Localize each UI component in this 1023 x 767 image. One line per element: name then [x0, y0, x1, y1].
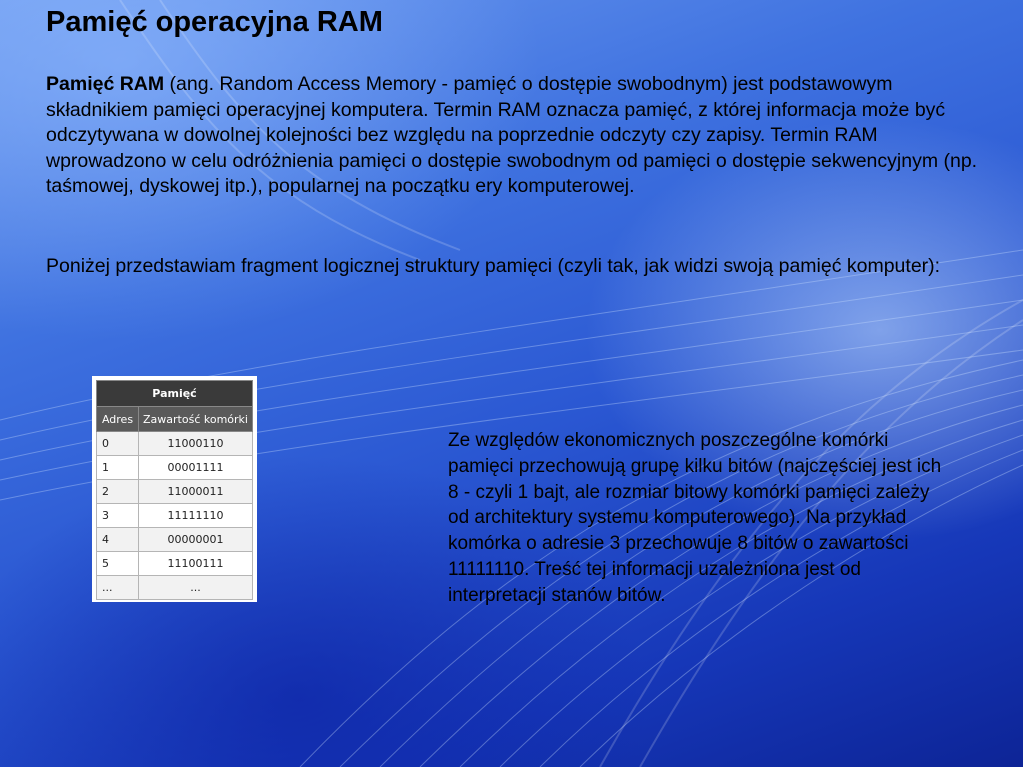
memory-table-caption: Pamięć	[97, 381, 253, 407]
address-cell: 0	[97, 432, 139, 456]
column-header-address: Adres	[97, 407, 139, 432]
slide-title: Pamięć operacyjna RAM	[46, 6, 383, 38]
table-row	[97, 552, 253, 576]
address-cell: ...	[97, 576, 139, 600]
intro-paragraph	[46, 72, 986, 200]
table-row	[97, 528, 253, 552]
content-cell: 00001111	[139, 456, 253, 480]
intro-text: (ang. Random Access Memory - pamięć o dostępie swobodnym) jest podstawowym składnikiem pamięci operacyjnej komputera. Termin RAM oznacza pamięć, z której informacja może być odczytywana w dowolnej kolejności bez względu na poprzednie odczyty czy zapisy. Termin RAM wprowadzono w celu odróżnienia pamięci o dostępie swobodnym od pamięci o dostępie sekwencyjnym (np. taśmowej, dyskowej itp.), popularnej na początku ery komputerowej.	[46, 73, 978, 197]
content-cell: ...	[139, 576, 253, 600]
content-cell: 11100111	[139, 552, 253, 576]
table-row	[97, 480, 253, 504]
address-cell: 4	[97, 528, 139, 552]
content-cell: 00000001	[139, 528, 253, 552]
explanation-paragraph: Ze względów ekonomicznych poszczególne komórki pamięci przechowują grupę kilku bitów (najczęściej jest ich 8 - czyli 1 bajt, ale rozmiar bitowy komórki pamięci zależy od architektury systemu komputerowego). Na przykład komórka o adresie 3 przechowuje 8 bitów o zawartości 11111110. Treść tej informacji uzależniona jest od interpretacji stanów bitów.	[448, 430, 942, 606]
table-row	[97, 456, 253, 480]
content-cell: 11000110	[139, 432, 253, 456]
address-cell: 2	[97, 480, 139, 504]
intro-bold-term: Pamięć RAM	[46, 73, 165, 95]
memory-table	[96, 380, 253, 600]
content-cell: 11111110	[139, 504, 253, 528]
address-cell: 1	[97, 456, 139, 480]
memory-table-panel	[92, 376, 257, 602]
column-header-content: Zawartość komórki	[139, 407, 253, 432]
content-cell: 11000011	[139, 480, 253, 504]
table-row	[97, 576, 253, 600]
table-row	[97, 432, 253, 456]
table-row	[97, 504, 253, 528]
address-cell: 5	[97, 552, 139, 576]
address-cell: 3	[97, 504, 139, 528]
intro-paragraph-2: Poniżej przedstawiam fragment logicznej struktury pamięci (czyli tak, jak widzi swoją pamięć komputer):	[46, 255, 941, 277]
